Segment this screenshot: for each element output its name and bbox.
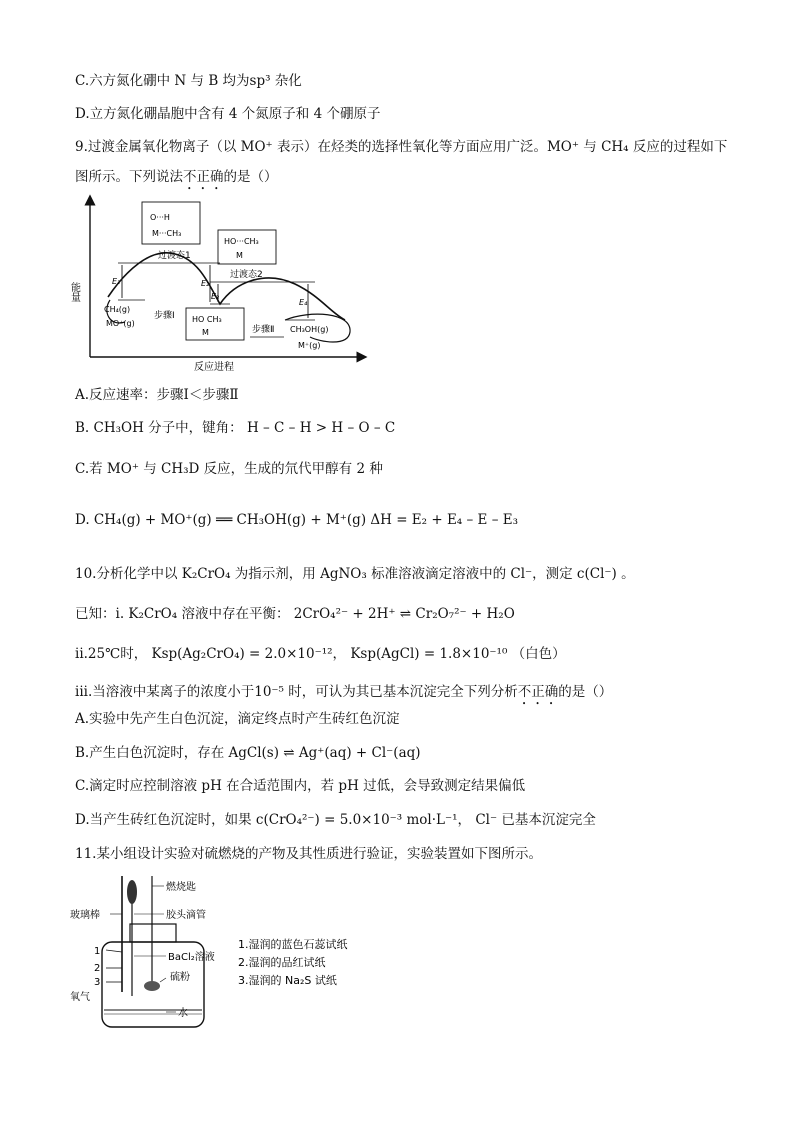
stopper xyxy=(130,924,176,942)
x-axis-label: 反应进程 xyxy=(194,362,234,373)
legend-1: 1.湿润的蓝色石蕊试纸 xyxy=(238,938,348,951)
intermediate-structure-box xyxy=(186,308,244,340)
option-d-line: D.立方氮化硼晶胞中含有 4 个氮原子和 4 个硼原子 xyxy=(75,106,381,122)
question-9-option-b: B. CH₃OH 分子中，键角： H – C – H > H – O – C xyxy=(75,420,396,436)
label-dropper: 胶头滴管 xyxy=(166,910,206,921)
question-10-known-iii xyxy=(75,683,612,708)
stem-text: 图所示。下列说法 xyxy=(75,169,183,185)
reactant-ch4: CH₄(g) xyxy=(104,305,131,314)
label-spoon: 燃烧匙 xyxy=(166,882,196,893)
emphasis-text: 不正确 xyxy=(183,169,224,185)
label-oxygen: 氧气 xyxy=(70,992,90,1003)
ts1-label: 过渡态1 xyxy=(158,251,191,261)
intermediate-structure: HO CH₃ xyxy=(192,315,222,324)
paper-1 xyxy=(106,950,122,952)
leader-sulfur xyxy=(160,978,166,982)
question-10-known-i: 已知：i. K₂CrO₄ 溶液中存在平衡： 2CrO₄²⁻ + 2H⁺ ⇌ Cr₂O₇²⁻ + H₂O xyxy=(75,606,515,622)
question-10-stem: 10.分析化学中以 K₂CrO₄ 为指示剂，用 AgNO₃ 标准溶液滴定溶液中的 Cl⁻，测定 c(Cl⁻) 。 xyxy=(75,566,635,582)
question-11-stem: 11.某小组设计实验对硫燃烧的产物及其性质进行验证，实验装置如下图所示。 xyxy=(75,846,542,862)
step2-label: 步骤Ⅱ xyxy=(252,325,275,335)
label-bacl2: BaCl₂溶液 xyxy=(168,952,215,963)
product-ch3oh: CH₃OH(g) xyxy=(290,325,329,334)
step1-label: 步骤Ⅰ xyxy=(154,311,175,321)
question-9-stem-2 xyxy=(75,168,278,193)
stem-text: iii.当溶液中某离子的浓度小于10⁻⁵ 时，可认为其已基本沉淀完全下列分析 xyxy=(75,684,518,700)
label-rod: 玻璃棒 xyxy=(70,910,100,921)
legend-3: 3.湿润的 Na₂S 试纸 xyxy=(238,974,337,987)
stem-text-end: 的是（） xyxy=(558,684,613,700)
legend-2: 2.湿润的品红试纸 xyxy=(238,956,326,969)
label-water: 水 xyxy=(178,1008,188,1019)
ts2-structure: HO···CH₃ xyxy=(224,237,259,246)
ts2-structure-2: M xyxy=(236,251,243,260)
sulfur-spoon xyxy=(144,981,160,991)
energy-profile-diagram xyxy=(70,192,370,372)
e4-label: E₄ xyxy=(299,298,308,307)
question-9-option-d: D. CH₄(g) + MO⁺(g) ══ CH₃OH(g) + M⁺(g) ΔH = E₂ + E₄ – E – E₃ xyxy=(75,512,519,528)
product-m: M⁺(g) xyxy=(298,341,321,350)
question-10-option-a: A.实验中先产生白色沉淀，滴定终点时产生砖红色沉淀 xyxy=(75,711,400,727)
ts1-structure-2: M···CH₃ xyxy=(152,229,182,238)
emphasis-text: 不正确 xyxy=(517,684,559,700)
reactant-mo: MO⁺(g) xyxy=(106,319,135,328)
question-9-option-a: A.反应速率：步骤Ⅰ＜步骤Ⅱ xyxy=(75,387,239,403)
dropper-bulb xyxy=(127,880,137,904)
paper-num-1: 1 xyxy=(94,946,101,957)
question-10-option-d: D.当产生砖红色沉淀时，如果 c(CrO₄²⁻) = 5.0×10⁻³ mol·L⁻¹， Cl⁻ 已基本沉淀完全 xyxy=(75,812,596,828)
question-9-stem: 9.过渡金属氧化物离子（以 MO⁺ 表示）在烃类的选择性氧化等方面应用广泛。MO⁺ 与 CH₄ 反应的过程如下 xyxy=(75,139,728,155)
y-axis-label: 能量 xyxy=(68,282,80,302)
question-10-option-b: B.产生白色沉淀时，存在 AgCl(s) ⇌ Ag⁺(aq) + Cl⁻(aq) xyxy=(75,745,421,761)
paper-num-3: 3 xyxy=(94,977,101,988)
option-c-line: C.六方氮化硼中 N 与 B 均为sp³ 杂化 xyxy=(75,73,302,89)
ts2-structure-box xyxy=(218,230,276,264)
ts2-label: 过渡态2 xyxy=(230,270,263,280)
stem-text-end: 的是（） xyxy=(223,169,278,185)
question-9-option-c: C.若 MO⁺ 与 CH₃D 反应，生成的氘代甲醇有 2 种 xyxy=(75,461,383,477)
apparatus-diagram xyxy=(70,872,390,1037)
paper-num-2: 2 xyxy=(94,963,101,974)
ts1-structure: O···H xyxy=(150,213,170,222)
question-10-known-ii: ii.25℃时， Ksp(Ag₂CrO₄) = 2.0×10⁻¹²， Ksp(AgCl) = 1.8×10⁻¹⁰ （白色） xyxy=(75,646,566,662)
e2-label: E₂ xyxy=(201,279,210,288)
intermediate-structure-2: M xyxy=(202,328,209,337)
label-sulfur: 硫粉 xyxy=(170,972,190,983)
question-10-option-c: C.滴定时应控制溶液 pH 在合适范围内，若 pH 过低，会导致测定结果偏低 xyxy=(75,778,526,794)
e3-label: E₃ xyxy=(211,292,220,301)
e1-label: E₁ xyxy=(112,277,121,286)
